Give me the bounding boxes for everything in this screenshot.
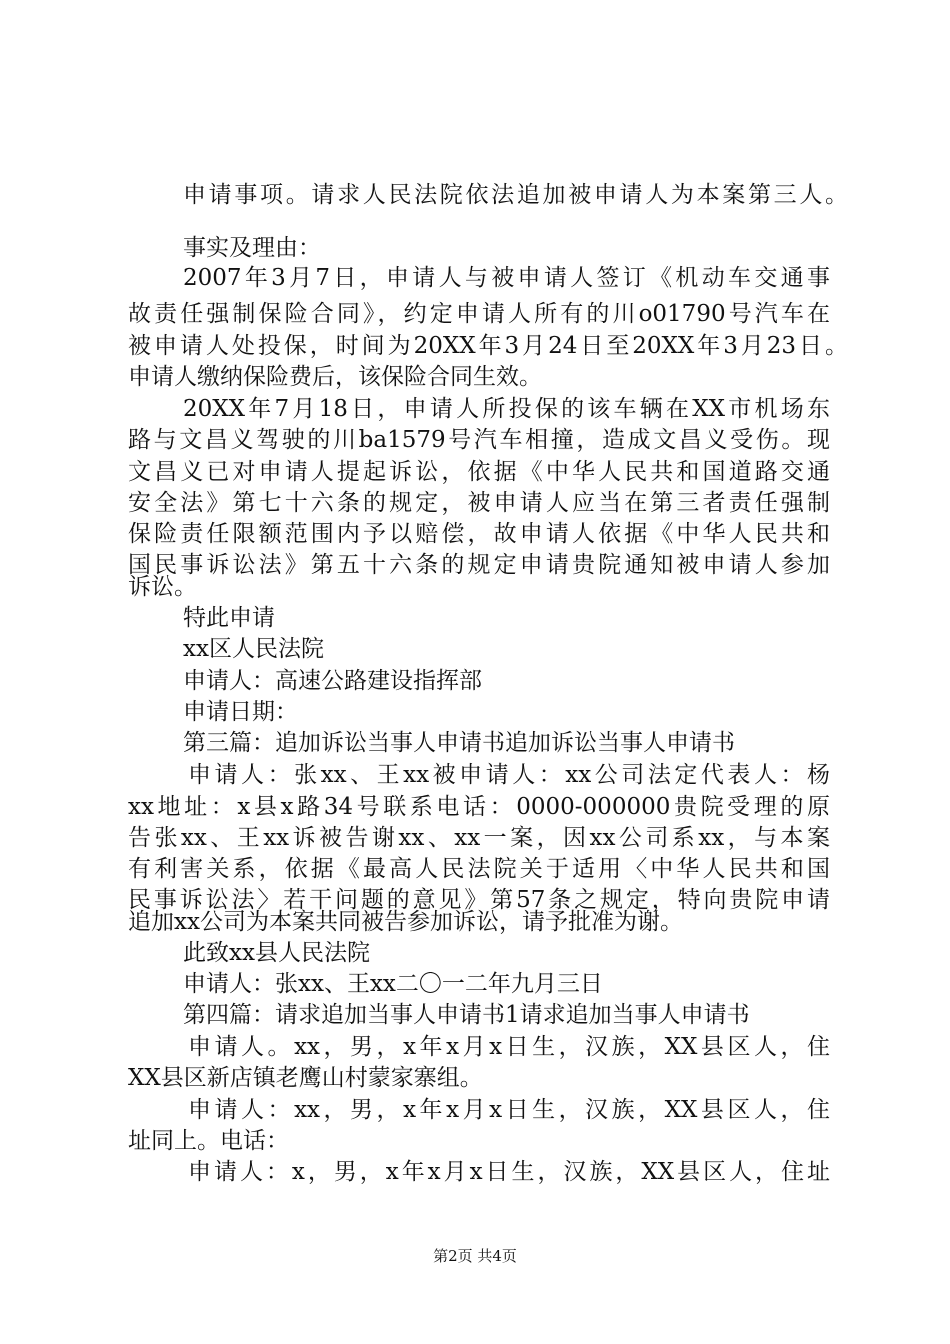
paragraph-line: 国民事诉讼法》第五十六条的规定申请贵院通知被申请人参加 <box>128 552 830 578</box>
request-matters-line: 申请事项。请求人民法院依法追加被申请人为本案第三人。 <box>183 182 848 208</box>
paragraph-line: 保险责任限额范围内予以赔偿，故申请人依据《中华人民共和 <box>128 521 830 547</box>
paragraph-line: 告张xx、王xx诉被告谢xx、xx一案，因xx公司系xx，与本案 <box>128 825 830 851</box>
paragraph-line: 被申请人处投保，时间为20XX年3月24日至20XX年3月23日。 <box>128 333 848 359</box>
signature-line: 申请人：张xx、王xx二〇一二年九月三日 <box>183 971 603 997</box>
paragraph-line: 文昌义已对申请人提起诉讼，依据《中华人民共和国道路交通 <box>128 459 830 485</box>
page-footer: 第2页 共4页 <box>433 1247 517 1265</box>
addressee-line: 此致xx县人民法院 <box>183 940 370 966</box>
paragraph-line: 民事诉讼法〉若干问题的意见》第57条之规定，特向贵院申请 <box>128 887 830 913</box>
section-heading: 第三篇：追加诉讼当事人申请书追加诉讼当事人申请书 <box>183 730 735 756</box>
paragraph-line: 安全法》第七十六条的规定，被申请人应当在第三者责任强制 <box>128 490 830 516</box>
closing-line: 特此申请 <box>183 605 275 631</box>
paragraph-line: 诉讼。 <box>128 574 197 600</box>
paragraph-line: 申请人：x，男，x年x月x日生，汉族，XX县区人，住址 <box>188 1159 830 1185</box>
paragraph-line: 20XX年7月18日，申请人所投保的该车辆在XX市机场东 <box>183 396 830 422</box>
paragraph-line: 故责任强制保险合同》，约定申请人所有的川o01790号汽车在 <box>128 301 830 327</box>
paragraph-line: 申请人。xx，男，x年x月x日生，汉族，XX县区人，住 <box>188 1034 830 1060</box>
paragraph-line: xx地址：x县x路34号联系电话：0000-000000贵院受理的原 <box>128 794 830 820</box>
paragraph-line: XX县区新店镇老鹰山村蒙家寨组。 <box>128 1065 483 1091</box>
paragraph-line: 路与文昌义驾驶的川ba1579号汽车相撞，造成文昌义受伤。现 <box>128 427 830 453</box>
facts-heading: 事实及理由： <box>183 235 321 261</box>
paragraph-line: 2007年3月7日，申请人与被申请人签订《机动车交通事 <box>183 265 830 291</box>
court-name: xx区人民法院 <box>183 636 324 662</box>
section-heading: 第四篇：请求追加当事人申请书1请求追加当事人申请书 <box>183 1002 750 1028</box>
applicant-line: 申请人：高速公路建设指挥部 <box>183 668 482 694</box>
paragraph-line: 申请人：xx，男，x年x月x日生，汉族，XX县区人，住 <box>188 1097 830 1123</box>
paragraph-line: 申请人缴纳保险费后，该保险合同生效。 <box>128 364 542 390</box>
date-line: 申请日期： <box>183 699 298 725</box>
paragraph-line: 有利害关系，依据《最高人民法院关于适用〈中华人民共和国 <box>128 856 830 882</box>
paragraph-line: 追加xx公司为本案共同被告参加诉讼，请予批准为谢。 <box>128 909 683 935</box>
paragraph-line: 申请人：张xx、王xx被申请人：xx公司法定代表人：杨 <box>188 762 830 788</box>
paragraph-line: 址同上。电话： <box>128 1128 289 1154</box>
